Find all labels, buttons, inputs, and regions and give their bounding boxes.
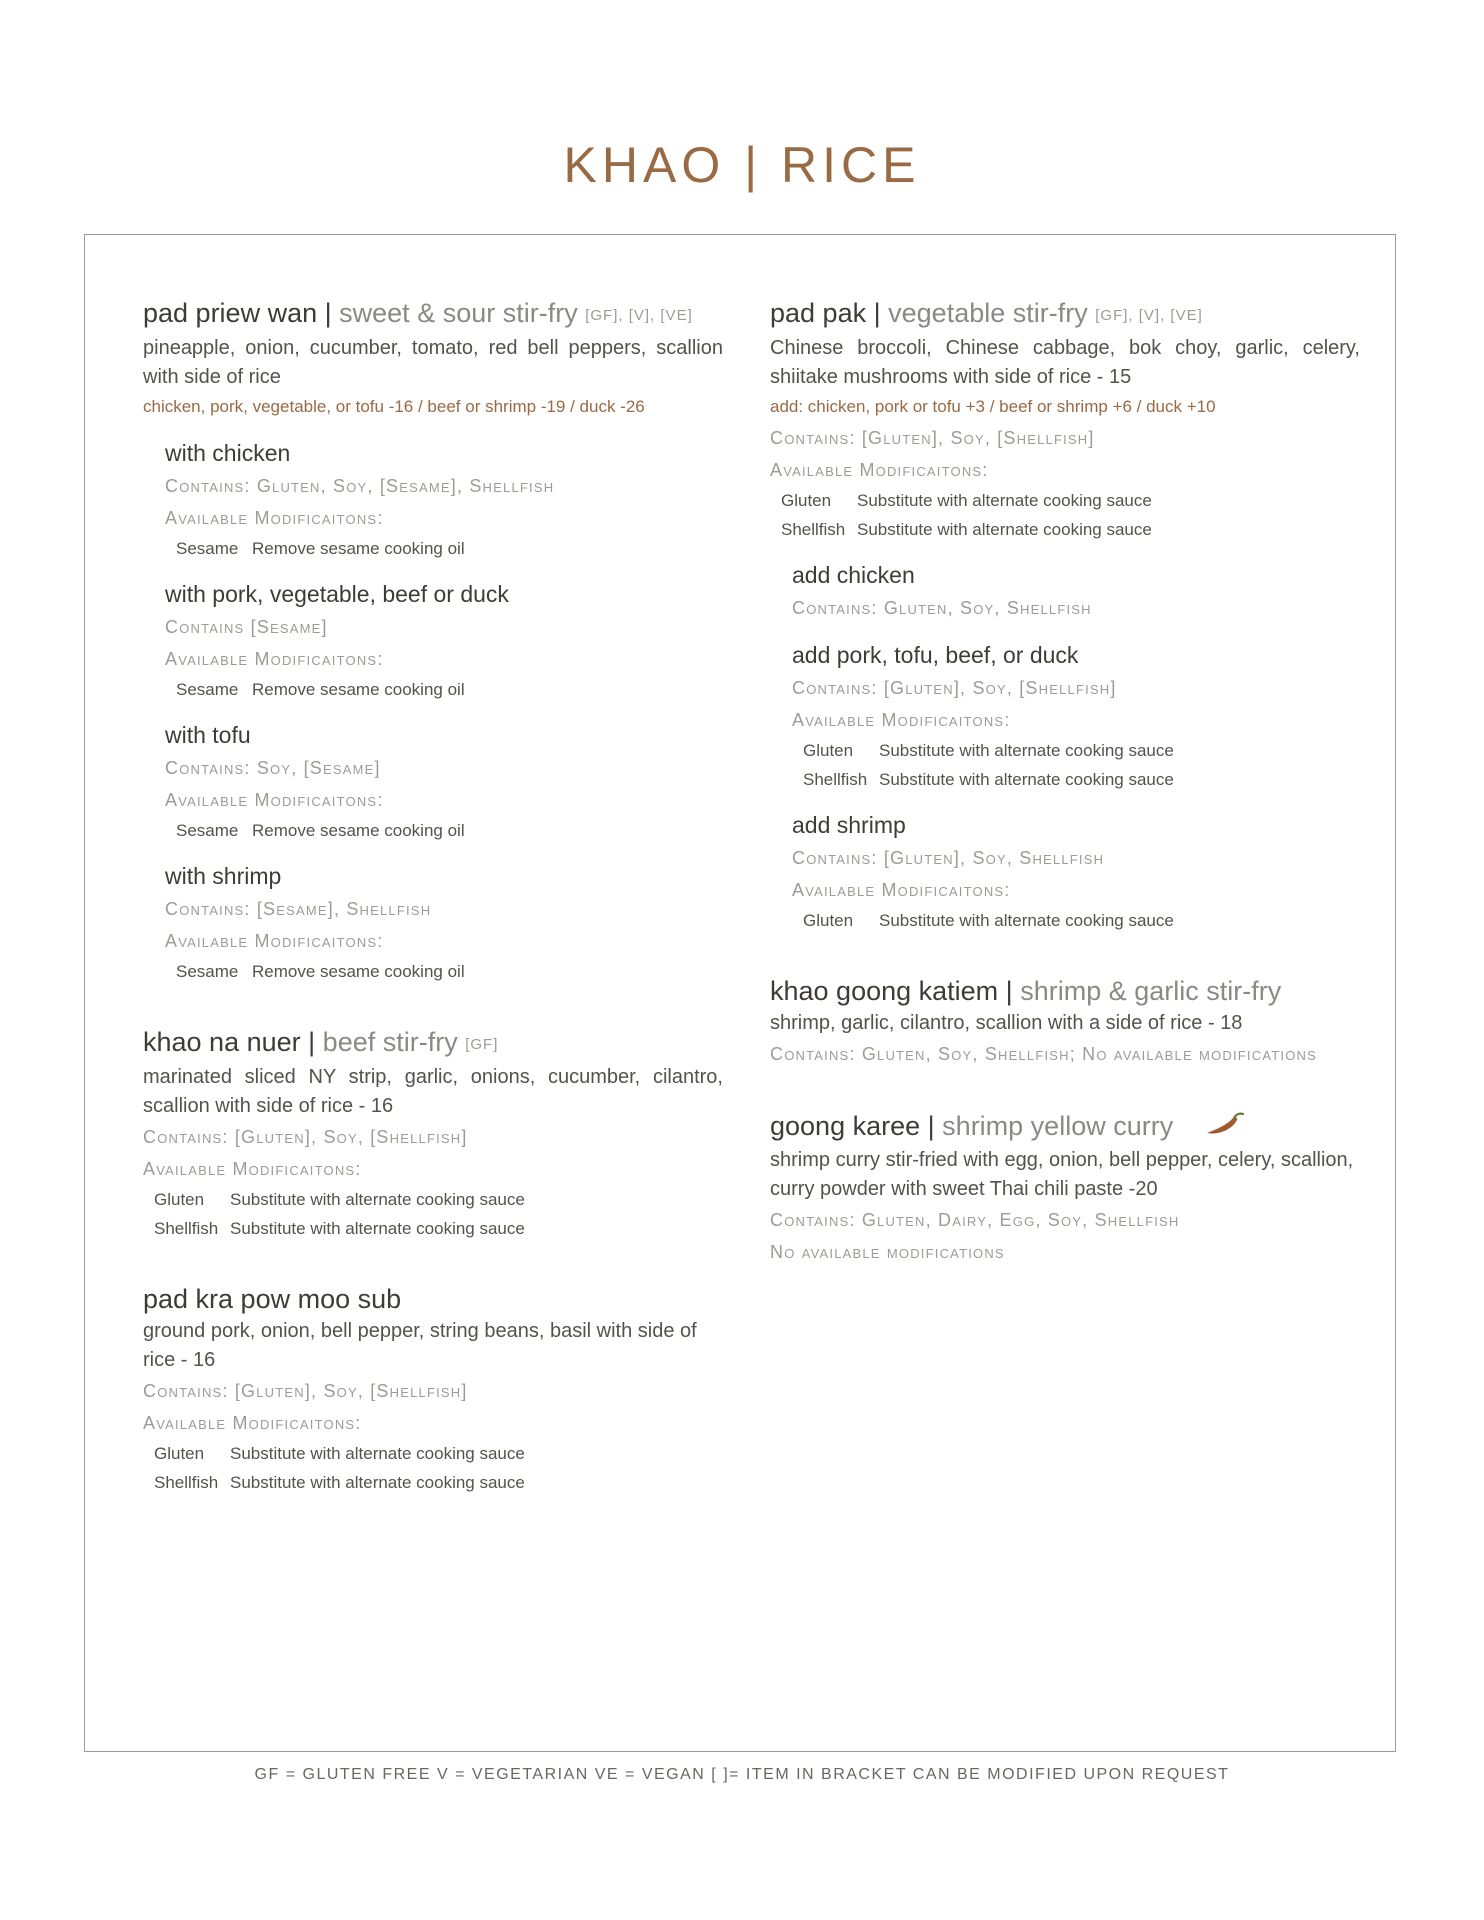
modification-allergen: Shellfish [803,770,868,789]
modification-action: Substitute with alternate cooking sauce [230,1473,525,1492]
allergen-contains: Contains [Sesame] [165,617,328,637]
item-subtitle: beef stir-fry [322,1027,458,1057]
item-name: pad pak [770,298,867,328]
modification-action: Remove sesame cooking oil [252,680,465,699]
modification-allergen: Sesame [176,821,239,840]
allergen-contains: Contains: Soy, [Sesame] [165,758,381,778]
modification-row [165,534,723,563]
item-heading [143,1024,723,1063]
modification-allergen: Gluten [781,491,832,510]
allergen-contains: Contains: [Gluten], Soy, [Shellfish] [770,428,1095,448]
modification-action: Remove sesame cooking oil [252,962,465,981]
modification-allergen: Shellfish [781,520,846,539]
variant-with-pork-vegetable-beef-duck [165,577,723,704]
modifications-label: Available Modificaitons: [792,880,1011,900]
modification-row [143,1468,723,1497]
item-description: Chinese broccoli, Chinese cabbage, bok choy, garlic, celery, shiitake mushrooms with side of rice - 15 [770,337,1360,388]
dietary-tags: [GF] [465,1036,499,1053]
item-separator: | [873,298,881,328]
modification-action: Substitute with alternate cooking sauce [879,770,1174,789]
menu-item-khao-goong-katiem [770,973,1360,1070]
allergen-contains: Contains: [Gluten], Soy, [Shellfish] [143,1381,468,1401]
modification-action: Substitute with alternate cooking sauce [230,1219,525,1238]
item-description: shrimp curry stir-fried with egg, onion, bell pepper, celery, scallion, curry powder with sweet Thai chili paste -20 [770,1148,1354,1200]
item-name: khao na nuer [143,1027,301,1057]
item-prices: chicken, pork, vegetable, or tofu -16 / beef or shrimp -19 / duck -26 [143,397,645,416]
page-title: KHAO | RICE [563,137,921,193]
modification-action: Substitute with alternate cooking sauce [857,491,1152,510]
modification-row [770,515,1360,544]
menu-item-goong-karee [770,1108,1360,1268]
modifications-label: Available Modificaitons: [770,460,989,480]
allergen-contains: Contains: [Sesame], Shellfish [165,899,432,919]
modification-allergen: Sesame [176,539,239,558]
variant-name: with pork, vegetable, beef or duck [165,581,509,607]
item-separator: | [308,1027,316,1057]
modification-row [792,736,1360,765]
left-column [143,295,723,1535]
variant-name: add pork, tofu, beef, or duck [792,642,1079,668]
variant-add-shrimp [792,808,1360,935]
modification-allergen: Shellfish [154,1219,219,1238]
modification-action: Substitute with alternate cooking sauce [879,741,1174,760]
modification-row [770,486,1360,515]
item-description: shrimp, garlic, cilantro, scallion with a side of rice - 18 [770,1012,1243,1034]
modification-row [143,1214,723,1243]
variant-add-chicken [792,558,1360,624]
dietary-legend-footer: GF = GLUTEN FREE V = VEGETARIAN VE = VEGAN [ ]= ITEM IN BRACKET CAN BE MODIFIED UPON REQUEST [254,1766,1230,1783]
item-description: marinated sliced NY strip, garlic, onions, cucumber, cilantro, scallion with side of rice - 16 [143,1066,723,1117]
modifications-label: Available Modificaitons: [165,649,384,669]
item-heading [770,1108,1360,1146]
item-heading [770,295,1360,334]
variant-name: with chicken [165,440,291,466]
modification-allergen: Gluten [154,1444,205,1463]
allergen-contains: Contains: [Gluten], Soy, [Shellfish] [792,678,1117,698]
item-name: khao goong katiem [770,976,999,1006]
modifications-label: Available Modificaitons: [792,710,1011,730]
modification-allergen: Gluten [803,911,854,930]
item-subtitle: shrimp & garlic stir-fry [1020,976,1282,1006]
item-separator: | [1005,976,1013,1006]
modification-row [792,765,1360,794]
modification-action: Substitute with alternate cooking sauce [230,1190,525,1209]
chili-pepper-icon [1203,1110,1247,1146]
variant-with-tofu [165,718,723,845]
variant-name: with shrimp [165,863,282,889]
modification-allergen: Sesame [176,962,239,981]
menu-item-pad-pak [770,295,1360,935]
item-description: pineapple, onion, cucumber, tomato, red bell peppers, scallion with side of rice [143,337,723,388]
allergen-contains: Contains: Gluten, Soy, [Sesame], Shellfish [165,476,555,496]
modification-action: Remove sesame cooking oil [252,821,465,840]
variant-with-chicken [165,436,723,563]
variant-name: add chicken [792,562,915,588]
variant-add-pork-tofu-beef-duck [792,638,1360,794]
modifications-label: Available Modificaitons: [165,931,384,951]
modification-row [165,816,723,845]
variant-with-shrimp [165,859,723,986]
allergen-contains: Contains: [Gluten], Soy, [Shellfish] [143,1127,468,1147]
item-subtitle: shrimp yellow curry [942,1111,1174,1141]
modification-row [165,957,723,986]
modification-row [792,906,1360,935]
modification-action: Substitute with alternate cooking sauce [230,1444,525,1463]
modification-row [143,1439,723,1468]
menu-frame [84,234,1396,1752]
item-name: pad priew wan [143,298,318,328]
menu-item-pad-kra-pow-moo-sub [143,1281,723,1497]
right-column [770,295,1360,1306]
modification-row [165,675,723,704]
modification-action: Substitute with alternate cooking sauce [879,911,1174,930]
allergen-contains: Contains: [Gluten], Soy, Shellfish [792,848,1105,868]
modifications-label: Available Modificaitons: [165,790,384,810]
modification-allergen: Gluten [803,741,854,760]
item-heading [770,973,1360,1009]
allergen-contains: Contains: Gluten, Soy, Shellfish; No available modifications [770,1044,1317,1064]
item-name: goong karee [770,1111,921,1141]
modifications-label: Available Modificaitons: [143,1413,362,1433]
allergen-contains: Contains: Gluten, Soy, Shellfish [792,598,1092,618]
modification-allergen: Shellfish [154,1473,219,1492]
no-modifications-note: No available modifications [770,1241,1005,1262]
dietary-tags: [GF], [V], [VE] [1095,307,1203,324]
modification-action: Substitute with alternate cooking sauce [857,520,1152,539]
menu-item-khao-na-nuer [143,1024,723,1243]
item-name: pad kra pow moo sub [143,1284,402,1314]
dietary-tags: [GF], [V], [VE] [585,307,693,324]
item-description: ground pork, onion, bell pepper, string beans, basil with side of rice - 16 [143,1320,697,1371]
modifications-label: Available Modificaitons: [165,508,384,528]
item-separator: | [927,1111,935,1141]
variant-name: with tofu [165,722,251,748]
menu-item-pad-priew-wan [143,295,723,986]
modification-row [143,1185,723,1214]
item-prices: add: chicken, pork or tofu +3 / beef or shrimp +6 / duck +10 [770,397,1216,416]
modification-allergen: Gluten [154,1190,205,1209]
item-separator: | [324,298,332,328]
modification-allergen: Sesame [176,680,239,699]
modification-action: Remove sesame cooking oil [252,539,465,558]
item-heading [143,295,723,334]
modifications-label: Available Modificaitons: [143,1159,362,1179]
item-subtitle: sweet & sour stir-fry [339,298,578,328]
item-subtitle: vegetable stir-fry [888,298,1088,328]
item-heading [143,1281,723,1317]
allergen-contains: Contains: Gluten, Dairy, Egg, Soy, Shellfish [770,1209,1180,1230]
variant-name: add shrimp [792,812,906,838]
